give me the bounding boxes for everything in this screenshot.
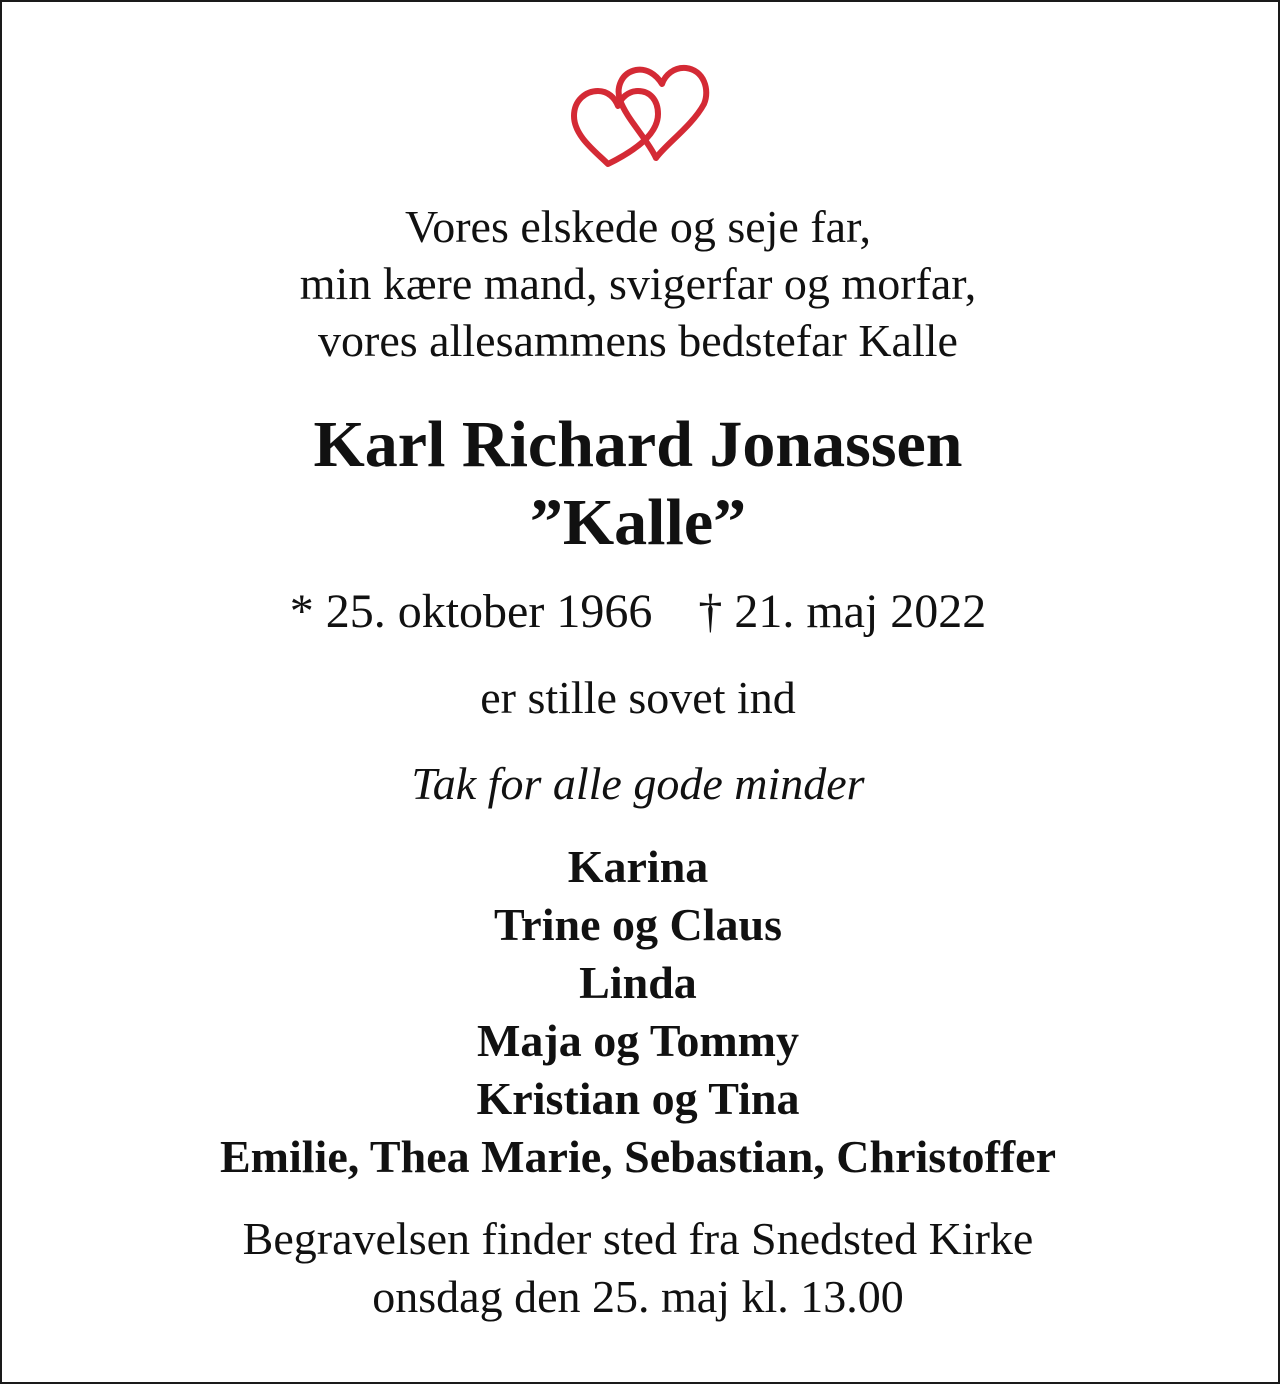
funeral-line: Begravelsen finder sted fra Snedsted Kirke	[242, 1213, 1034, 1264]
deceased-nickname: ”Kalle”	[529, 486, 747, 559]
family-member: Kristian og Tina	[476, 1073, 800, 1124]
family-member: Linda	[579, 957, 697, 1008]
funeral-line: onsdag den 25. maj kl. 13.00	[372, 1271, 904, 1322]
funeral-info	[0, 1210, 1276, 1326]
intro-line: Vores elskede og seje far,	[404, 201, 872, 252]
life-dates	[0, 584, 1276, 640]
death-date: † 21. maj 2022	[698, 585, 987, 638]
family-member: Karina	[567, 841, 709, 892]
passing-text: er stille sovet ind	[480, 672, 796, 723]
family-member: Trine og Claus	[494, 899, 782, 950]
family-list	[0, 838, 1276, 1186]
family-member: Emilie, Thea Marie, Sebastian, Christoffer	[220, 1131, 1056, 1182]
two-linked-hearts-icon	[566, 60, 716, 172]
intro-line: min kære mand, svigerfar og morfar,	[299, 258, 977, 309]
thanks-text: Tak for alle gode minder	[411, 758, 865, 809]
family-member: Maja og Tommy	[477, 1015, 799, 1066]
deceased-name: Karl Richard Jonassen	[313, 408, 963, 481]
intro-text	[0, 198, 1276, 369]
intro-line: vores allesammens bedstefar Kalle	[318, 315, 958, 366]
deceased-name-block	[0, 406, 1276, 562]
birth-date: * 25. oktober 1966	[289, 585, 653, 638]
